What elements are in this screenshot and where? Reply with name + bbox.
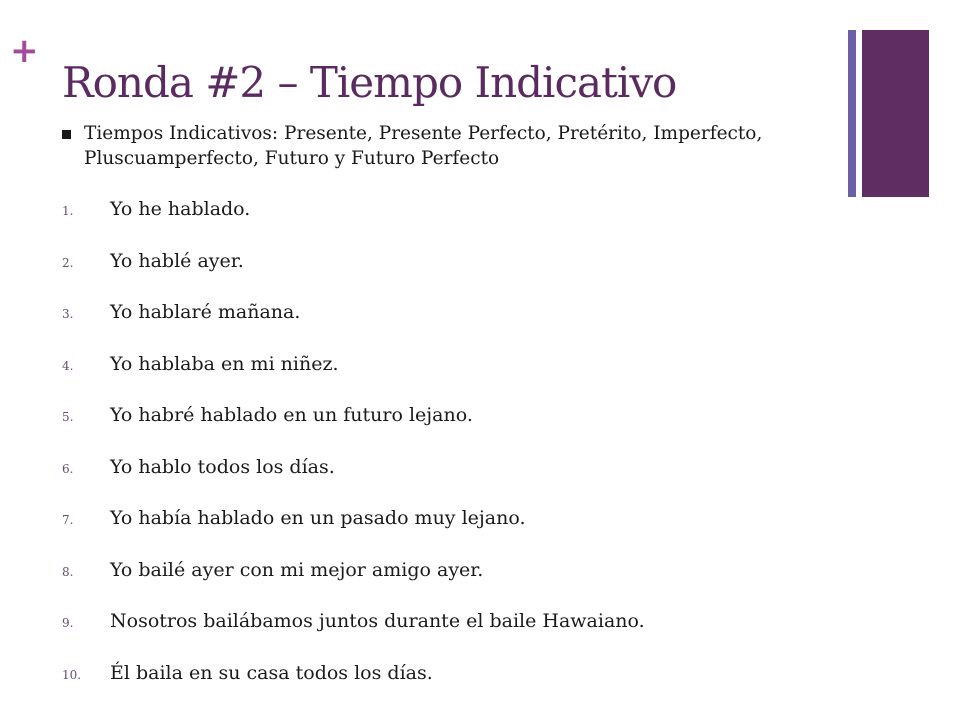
list-item-number: 8. [62,564,74,579]
list-item-number: 7. [62,513,74,527]
list-item [62,559,645,611]
list-item-number: 5. [62,410,74,424]
list-item-number: 1. [62,204,74,218]
plus-icon: + [10,31,39,71]
list-item-text: Nosotros bailábamos juntos durante el baile Hawaiano. [110,610,645,632]
list-item-text: Yo hablaba en mi niñez. [110,352,339,375]
list-item [62,198,645,250]
square-bullet-icon [62,130,71,139]
list-item-text: Yo hablé ayer. [110,249,244,272]
list-item-number: 2. [62,255,74,270]
list-item-number: 9. [62,616,74,630]
list-item-number: 6. [62,461,74,476]
accent-bar-thick [862,30,929,197]
list-item-text: Yo he hablado. [110,198,251,220]
list-item-text: Yo había hablado en un pasado muy lejano. [110,507,526,529]
list-item-number: 10. [62,667,82,682]
bullet-text: Tiempos Indicativos: Presente, Presente Perfecto, Pretérito, Imperfecto, Pluscuamperfecto, Futuro y Futuro Perfecto [84,123,763,169]
list-item [62,404,645,456]
list-item-text: Yo hablaré mañana. [110,301,301,323]
list-item-text: Yo hablo todos los días. [110,455,335,478]
list-item-number: 3. [62,307,74,321]
list-item [62,507,645,559]
list-item [62,250,645,302]
list-item-text: Yo habré hablado en un futuro lejano. [110,404,473,426]
list-item [62,301,645,353]
list-item-text: Él baila en su casa todos los días. [110,661,433,684]
list-item [62,353,645,405]
list-item [62,662,645,714]
slide-title: Ronda #2 – Tiempo Indicativo [62,58,677,107]
list-item-text: Yo bailé ayer con mi mejor amigo ayer. [110,558,484,581]
numbered-list [62,198,645,713]
list-item [62,610,645,662]
bullet-item [62,121,802,171]
list-item [62,456,645,508]
accent-bar-thin [848,30,856,197]
list-item-number: 4. [62,358,74,373]
